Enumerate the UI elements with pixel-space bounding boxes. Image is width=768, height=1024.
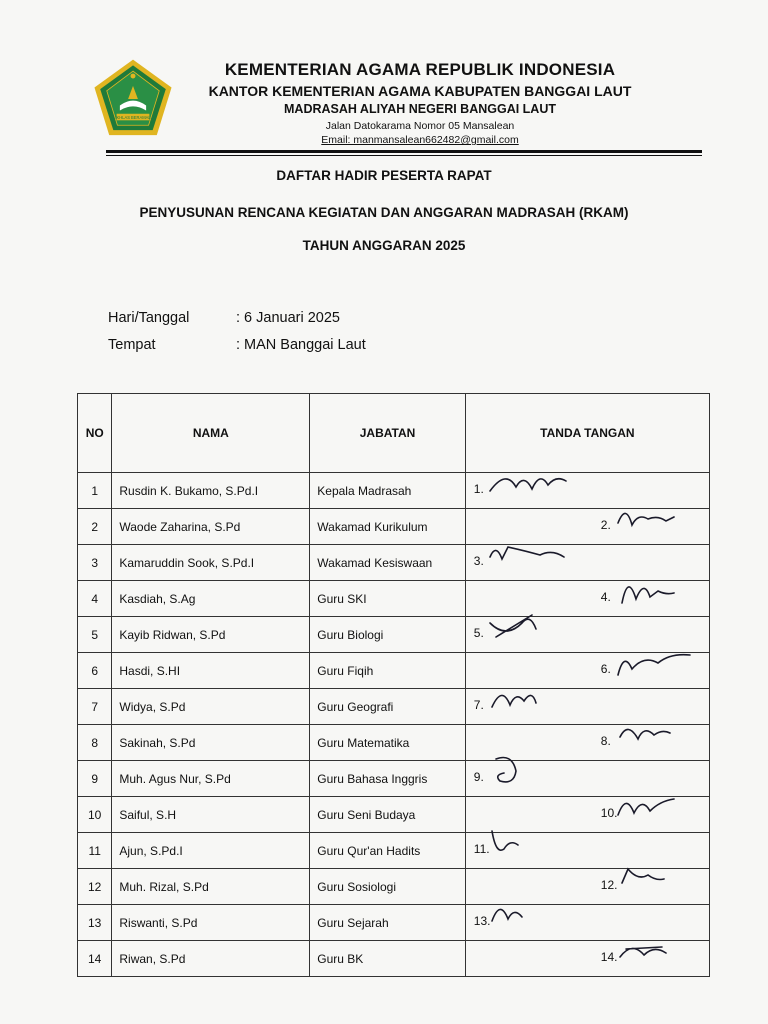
- cell-tanda-tangan: [465, 617, 709, 653]
- letterhead-address: Jalan Datokarama Nomor 05 Mansalean: [325, 120, 515, 132]
- letterhead-email: [160, 134, 680, 146]
- place-label: Tempat: [108, 337, 156, 353]
- cell-nama: Hasdi, S.HI: [112, 653, 310, 689]
- attendance-table: [77, 393, 710, 977]
- table-row: [78, 797, 710, 833]
- letterhead-rule-thick: [106, 150, 702, 153]
- cell-nama: Rusdin K. Bukamo, S.Pd.I: [112, 473, 310, 509]
- signature-number: 7.: [473, 698, 484, 712]
- table-row: [78, 869, 710, 905]
- cell-tanda-tangan: [465, 869, 709, 905]
- cell-nama: Saiful, S.H: [112, 797, 310, 833]
- cell-jabatan: Wakamad Kesiswaan: [310, 545, 466, 581]
- cell-jabatan: Guru Geografi: [310, 689, 466, 725]
- cell-jabatan: Guru Bahasa Inggris: [310, 761, 466, 797]
- cell-no: 2: [78, 509, 112, 545]
- info-date: [108, 310, 340, 326]
- header-no: NO: [78, 394, 112, 473]
- table-row: [78, 653, 710, 689]
- signature-number: 13.: [473, 914, 491, 928]
- date-value: : 6 Januari 2025: [236, 310, 340, 326]
- signature-number: 9.: [473, 770, 484, 784]
- cell-no: 12: [78, 869, 112, 905]
- table-row: [78, 833, 710, 869]
- signature-number: 5.: [473, 626, 484, 640]
- cell-nama: Riwan, S.Pd: [112, 941, 310, 977]
- signature-number: 2.: [600, 518, 611, 532]
- signature-number: 3.: [473, 554, 484, 568]
- cell-no: 13: [78, 905, 112, 941]
- cell-nama: Kayib Ridwan, S.Pd: [112, 617, 310, 653]
- table-row: [78, 761, 710, 797]
- cell-jabatan: Guru Sosiologi: [310, 869, 466, 905]
- document-subtitle: PENYUSUNAN RENCANA KEGIATAN DAN ANGGARAN MADRASAH (RKAM): [139, 205, 629, 220]
- cell-tanda-tangan: [465, 689, 709, 725]
- cell-no: 10: [78, 797, 112, 833]
- cell-jabatan: Guru BK: [310, 941, 466, 977]
- signature-number: 14.: [600, 950, 618, 964]
- table-row: [78, 941, 710, 977]
- letterhead-ministry: KEMENTERIAN AGAMA REPUBLIK INDONESIA: [224, 60, 616, 79]
- signature-number: 12.: [600, 878, 618, 892]
- letterhead-school: MADRASAH ALIYAH NEGERI BANGGAI LAUT: [284, 102, 556, 116]
- cell-jabatan: Wakamad Kurikulum: [310, 509, 466, 545]
- place-value: : MAN Banggai Laut: [236, 337, 366, 353]
- cell-nama: Ajun, S.Pd.I: [112, 833, 310, 869]
- table-row: [78, 689, 710, 725]
- letterhead-office: KANTOR KEMENTERIAN AGAMA KABUPATEN BANGGAI LAUT: [208, 83, 632, 99]
- cell-tanda-tangan: [465, 941, 709, 977]
- cell-no: 4: [78, 581, 112, 617]
- cell-no: 1: [78, 473, 112, 509]
- cell-no: 7: [78, 689, 112, 725]
- cell-tanda-tangan: [465, 653, 709, 689]
- table-body: [78, 473, 710, 977]
- cell-nama: Muh. Agus Nur, S.Pd: [112, 761, 310, 797]
- table-row: [78, 905, 710, 941]
- signature-number: 8.: [600, 734, 611, 748]
- cell-jabatan: Guru SKI: [310, 581, 466, 617]
- header-tanda-tangan: TANDA TANGAN: [465, 394, 709, 473]
- table-row: [78, 617, 710, 653]
- cell-nama: Muh. Rizal, S.Pd: [112, 869, 310, 905]
- email-text: Email: manmansalean662482@gmail.com: [321, 134, 519, 146]
- cell-tanda-tangan: [465, 761, 709, 797]
- letterhead-rule-thin: [106, 155, 702, 156]
- table-row: [78, 581, 710, 617]
- cell-nama: Kasdiah, S.Ag: [112, 581, 310, 617]
- table-row: [78, 473, 710, 509]
- document-year: TAHUN ANGGARAN 2025: [302, 238, 466, 253]
- cell-tanda-tangan: [465, 545, 709, 581]
- document-title: DAFTAR HADIR PESERTA RAPAT: [276, 168, 492, 183]
- signature-number: 1.: [473, 482, 484, 496]
- cell-jabatan: Guru Sejarah: [310, 905, 466, 941]
- logo-motto: IKHLAS BERAMAL: [115, 115, 151, 121]
- cell-nama: Widya, S.Pd: [112, 689, 310, 725]
- cell-no: 14: [78, 941, 112, 977]
- table-header-row: [78, 394, 710, 473]
- cell-no: 5: [78, 617, 112, 653]
- cell-jabatan: Guru Fiqih: [310, 653, 466, 689]
- cell-no: 9: [78, 761, 112, 797]
- cell-nama: Waode Zaharina, S.Pd: [112, 509, 310, 545]
- cell-jabatan: Kepala Madrasah: [310, 473, 466, 509]
- cell-jabatan: Guru Seni Budaya: [310, 797, 466, 833]
- info-place: [108, 337, 366, 353]
- cell-jabatan: Guru Matematika: [310, 725, 466, 761]
- signature-number: 10.: [600, 806, 618, 820]
- signature-number: 11.: [473, 842, 490, 856]
- cell-no: 11: [78, 833, 112, 869]
- cell-no: 3: [78, 545, 112, 581]
- table-row: [78, 545, 710, 581]
- signature-number: 6.: [600, 662, 611, 676]
- cell-tanda-tangan: [465, 581, 709, 617]
- cell-tanda-tangan: [465, 905, 709, 941]
- cell-jabatan: Guru Qur'an Hadits: [310, 833, 466, 869]
- cell-tanda-tangan: [465, 509, 709, 545]
- table-row: [78, 725, 710, 761]
- cell-jabatan: Guru Biologi: [310, 617, 466, 653]
- cell-tanda-tangan: [465, 725, 709, 761]
- header-nama: NAMA: [112, 394, 310, 473]
- table-row: [78, 509, 710, 545]
- cell-no: 8: [78, 725, 112, 761]
- cell-tanda-tangan: [465, 473, 709, 509]
- cell-tanda-tangan: [465, 797, 709, 833]
- date-label: Hari/Tanggal: [108, 310, 190, 326]
- signature-number: 4.: [600, 590, 611, 604]
- cell-nama: Kamaruddin Sook, S.Pd.I: [112, 545, 310, 581]
- cell-tanda-tangan: [465, 833, 709, 869]
- cell-nama: Sakinah, S.Pd: [112, 725, 310, 761]
- cell-no: 6: [78, 653, 112, 689]
- cell-nama: Riswanti, S.Pd: [112, 905, 310, 941]
- header-jabatan: JABATAN: [310, 394, 466, 473]
